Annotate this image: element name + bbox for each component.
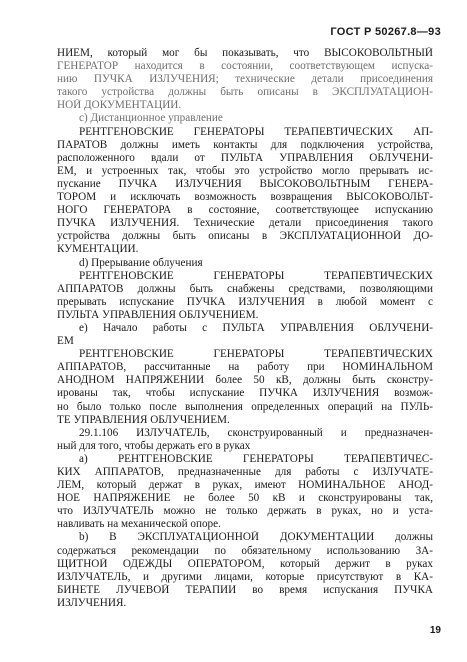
- text-line: е) Начало работы с ПУЛЬТА УПРАВЛЕНИЯ ОБЛУЧЕНИ-: [79, 321, 433, 334]
- body-text: [57, 47, 433, 610]
- text-line: нию ПУЧКА ИЗЛУЧЕНИЯ; технические детали присоединения: [57, 73, 433, 86]
- text-line: АППАРАТОВ, рассчитанные на работу при НОМИНАЛЬНОМ: [57, 361, 433, 374]
- text-line: НОГО ГЕНЕРАТОРА в состояние, соответствующее испусканию: [57, 204, 433, 217]
- text-line: ПУЛЬТА УПРАВЛЕНИЯ ОБЛУЧЕНИЕМ.: [57, 308, 259, 321]
- text-line: прерывать испускание ПУЧКА ИЗЛУЧЕНИЯ в любой момент с: [57, 295, 433, 308]
- text-line: БИНЕТЕ ЛУЧЕВОЙ ТЕРАПИИ во время испускания ПУЧКА: [57, 583, 433, 596]
- text-line: содержаться рекомендации по обязательному использованию ЗА-: [57, 544, 433, 557]
- text-line: пускание ПУЧКА ИЗЛУЧЕНИЯ ВЫСОКОВОЛЬТНЫМ ГЕНЕРА-: [57, 177, 433, 190]
- text-line: но было только после выполнения определенных операций на ПУЛЬ-: [57, 400, 433, 413]
- text-line: РЕНТГЕНОВСКИЕ ГЕНЕРАТОРЫ ТЕРАПЕВТИЧЕСКИХ АП-: [79, 125, 433, 138]
- text-line: устройства должны быть описаны в ЭКСПЛУАТАЦИОННОЙ ДО-: [57, 230, 433, 243]
- text-line: КИХ АППАРАТОВ, предназначенные для работы с ИЗЛУЧАТЕ-: [57, 466, 433, 478]
- text-line: b) В ЭКСПЛУАТАЦИОННОЙ ДОКУМЕНТАЦИИ должны: [79, 531, 433, 544]
- text-line: ЛЕМ, который держат в руках, имеют НОМИНАЛЬНОЕ АНОД-: [57, 479, 433, 492]
- text-line: с) Дистанционное управление: [79, 112, 223, 125]
- text-line: НОЙ ДОКУМЕНТАЦИИ.: [57, 99, 182, 112]
- text-line: ЕМ, и устроенных так, чтобы это устройство могло прерывать ис-: [57, 164, 433, 177]
- text-line: 29.1.106 ИЗЛУЧАТЕЛЬ, сконструированный и предназначен-: [79, 426, 433, 439]
- text-line: что ИЗЛУЧАТЕЛЬ можно не только держать в руках, но и уста-: [57, 505, 433, 518]
- text-line: а) РЕНТГЕНОВСКИЕ ГЕНЕРАТОРЫ ТЕРАПЕВТИЧЕС-: [79, 452, 433, 465]
- text-line: ГЕНЕРАТОР находится в состоянии, соответствующем испуска-: [57, 60, 433, 73]
- text-line: НИЕМ, который мог бы показывать, что ВЫСОКОВОЛЬТНЫЙ: [57, 47, 433, 59]
- text-line: ЩИТНОЙ ОДЕЖДЫ ОПЕРАТОРОМ, который держит в руках: [57, 557, 433, 570]
- text-line: навливать на механической опоре.: [57, 518, 221, 531]
- text-line: ный для того, чтобы держать его в руках: [57, 439, 251, 452]
- text-line: d) Прерывание облучения: [79, 256, 203, 269]
- text-line: такого устройства должны быть описаны в ЭКСПЛУАТАЦИОН-: [57, 86, 433, 99]
- text-line: ированы так, чтобы испускание ПУЧКА ИЗЛУЧЕНИЯ возмож-: [57, 387, 433, 400]
- text-line: АНОДНОМ НАПРЯЖЕНИИ более 50 кВ, должны быть сконстру-: [57, 374, 433, 387]
- text-line: АППАРАТОВ должны быть снабжены средствами, позволяющими: [57, 282, 433, 295]
- text-line: РЕНТГЕНОВСКИЕ ГЕНЕРАТОРЫ ТЕРАПЕВТИЧЕСКИХ: [79, 348, 433, 361]
- text-line: расположенного вдали от ПУЛЬТА УПРАВЛЕНИЯ ОБЛУЧЕНИ-: [57, 151, 433, 164]
- text-line: РЕНТГЕНОВСКИЕ ГЕНЕРАТОРЫ ТЕРАПЕВТИЧЕСКИХ: [79, 269, 433, 282]
- text-line: ПАРАТОВ должны иметь контакты для подключения устройства,: [57, 138, 433, 151]
- text-line: КУМЕНТАЦИИ.: [57, 243, 139, 256]
- text-line: НОЕ НАПРЯЖЕНИЕ не более 50 кВ и сконструированы так,: [57, 492, 433, 505]
- text-line: ИЗЛУЧАТЕЛЬ, и другими лицами, которые присутствуют в КА-: [57, 570, 433, 583]
- text-line: ТОРОМ и исключать возможность возвращения ВЫСОКОВОЛЬТ-: [57, 191, 433, 204]
- standard-header: ГОСТ Р 50267.8—93: [330, 26, 441, 38]
- text-line: ИЗЛУЧЕНИЯ.: [57, 596, 127, 609]
- text-line: ЕМ: [57, 335, 74, 348]
- page-number: 19: [429, 625, 441, 636]
- text-line: ТЕ УПРАВЛЕНИЯ ОБЛУЧЕНИЕМ.: [57, 413, 230, 426]
- text-line: ПУЧКА ИЗЛУЧЕНИЯ. Технические детали присоединения такого: [57, 217, 433, 230]
